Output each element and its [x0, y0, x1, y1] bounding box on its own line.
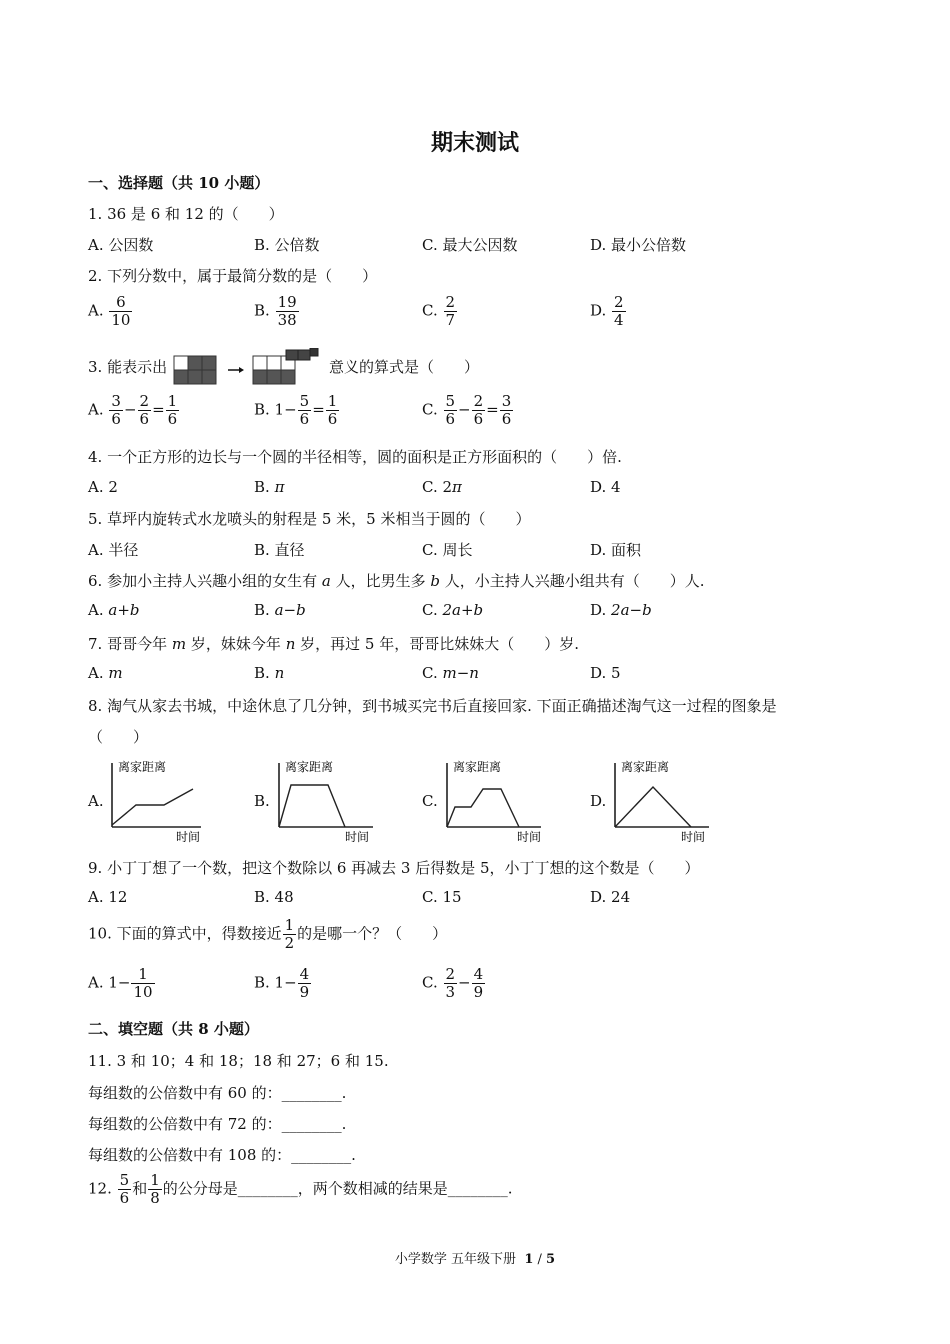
graph-option-c	[441, 755, 551, 845]
x-axis-label: 时间	[681, 830, 706, 844]
question-9-option-b: B. 48	[254, 888, 294, 906]
question-8-paren: （ ）	[88, 728, 149, 746]
question-4-option-c: C. 2π	[422, 478, 462, 496]
question-6-option-c: C. 2a+b	[422, 601, 484, 619]
question-8-stem: 8. 淘气从家去书城，中途休息了几分钟，到书城买完书后直接回家. 下面正确描述淘气这一过程的图象是	[88, 697, 777, 715]
fraction: $\frac{2}{7}$	[445, 293, 456, 329]
question-8-option-d-label: D.	[590, 792, 607, 810]
question-6-option-a: A. a+b	[88, 601, 140, 619]
question-9-option-a: A. 12	[88, 888, 128, 906]
y-axis-label: 离家距离	[118, 760, 167, 774]
question-2-option-b: B. $\frac{19}{38}$	[254, 293, 297, 329]
question-10-option-c: C. $\frac{2}{3}$ − $\frac{4}{9}$	[422, 965, 484, 1001]
question-2-stem: 2. 下列分数中，属于最简分数的是（ ）	[88, 267, 378, 285]
y-axis-label: 离家距离	[285, 760, 334, 774]
question-5-option-b: B. 直径	[254, 541, 305, 559]
question-4-stem: 4. 一个正方形的边长与一个圆的半径相等，圆的面积是正方形面积的（ ）倍.	[88, 448, 622, 466]
question-7-option-b: B. n	[254, 664, 285, 682]
question-1-option-b: B. 公倍数	[254, 236, 320, 254]
question-8-option-a-label: A.	[88, 792, 104, 810]
question-5-option-a: A. 半径	[88, 541, 139, 559]
question-7-option-d: D. 5	[590, 664, 621, 682]
page-footer: 小学数学 五年级下册 1 / 5	[394, 1252, 556, 1267]
grid-block-left	[174, 356, 216, 384]
question-3-option-b: B. 1− $\frac{5}{6}$ = $\frac{1}{6}$	[254, 392, 338, 428]
question-12-stem: 12. $\frac{5}{6}$ 和 $\frac{1}{8}$ 的公分母是________，两个数相减的结果是________.	[88, 1171, 513, 1207]
question-11-line-1: 每组数的公倍数中有 60 的：________.	[88, 1084, 347, 1102]
question-11-line-2: 每组数的公倍数中有 72 的：________.	[88, 1115, 347, 1133]
question-3-option-a: A. $\frac{3}{6}$ − $\frac{2}{6}$ = $\frac{1}{6}$	[88, 392, 178, 428]
question-9-option-d: D. 24	[590, 888, 631, 906]
question-5-option-d: D. 面积	[590, 541, 642, 559]
question-7-option-a: A. m	[88, 664, 123, 682]
question-2-option-d: D. $\frac{2}{4}$	[590, 293, 624, 329]
question-5-stem: 5. 草坪内旋转式水龙喷头的射程是 5 米，5 米相当于圆的（ ）	[88, 510, 531, 528]
question-8-option-c-label: C.	[422, 792, 438, 810]
question-10-option-b: B. 1− $\frac{4}{9}$	[254, 965, 310, 1001]
question-7-stem: 7. 哥哥今年 m 岁，妹妹今年 n 岁，再过 5 年，哥哥比妹妹大（ ）岁.	[88, 635, 579, 653]
question-1-option-c: C. 最大公因数	[422, 236, 518, 254]
question-8-option-b-label: B.	[254, 792, 270, 810]
x-axis-label: 时间	[517, 830, 542, 844]
question-4-option-a: A. 2	[88, 478, 118, 496]
graph-option-b	[273, 755, 383, 845]
question-4-option-d: D. 4	[590, 478, 621, 496]
question-9-stem: 9. 小丁丁想了一个数，把这个数除以 6 再减去 3 后得数是 5，小丁丁想的这个数是（ ）	[88, 859, 700, 877]
fraction-bar-diagram	[173, 348, 329, 388]
question-4-option-b: B. π	[254, 478, 285, 496]
arrow-icon	[228, 367, 244, 373]
x-axis-label: 时间	[345, 830, 370, 844]
question-11-stem: 11. 3 和 10；4 和 18；18 和 27；6 和 15.	[88, 1052, 389, 1070]
y-axis-label: 离家距离	[621, 760, 670, 774]
section-heading-choice: 一、选择题（共 10 小题）	[88, 174, 270, 192]
question-10-option-a: A. 1− $\frac{1}{10}$	[88, 965, 153, 1001]
question-1-option-a: A. 公因数	[88, 236, 154, 254]
question-3-option-c: C. $\frac{5}{6}$ − $\frac{2}{6}$ = $\frac{3}{6}$	[422, 392, 512, 428]
page-total: 5	[546, 1252, 556, 1267]
question-5-option-c: C. 周长	[422, 541, 473, 559]
grid-block-right	[253, 348, 318, 384]
fraction: $\frac{19}{38}$	[277, 293, 297, 329]
question-2-option-c: C. $\frac{2}{7}$	[422, 293, 456, 329]
question-1-option-d: D. 最小公倍数	[590, 236, 687, 254]
question-6-option-d: D. 2a−b	[590, 601, 652, 619]
question-3-stem-pre: 3. 能表示出	[88, 358, 168, 376]
graph-option-d	[609, 755, 719, 845]
question-6-stem: 6. 参加小主持人兴趣小组的女生有 a 人，比男生多 b 人，小主持人兴趣小组共有（ ）人.	[88, 572, 705, 590]
page-number: 1	[524, 1252, 534, 1267]
graph-option-a	[106, 755, 206, 845]
question-7-option-c: C. m−n	[422, 664, 479, 682]
question-9-option-c: C. 15	[422, 888, 462, 906]
question-11-line-3: 每组数的公倍数中有 108 的：________.	[88, 1146, 356, 1164]
fraction: $\frac{6}{10}$	[111, 293, 131, 329]
y-axis-label: 离家距离	[453, 760, 502, 774]
fraction: $\frac{2}{4}$	[614, 293, 624, 329]
question-3-stem-post: 意义的算式是（ ）	[329, 358, 480, 376]
question-10-stem: 10. 下面的算式中，得数接近 $\frac{1}{2}$ 的是哪一个？（ ）	[88, 916, 448, 952]
question-6-option-b: B. a−b	[254, 601, 306, 619]
section-heading-fill: 二、填空题（共 8 小题）	[88, 1020, 259, 1038]
x-axis-label: 时间	[176, 830, 201, 844]
question-1-stem: 1. 36 是 6 和 12 的（ ）	[88, 205, 284, 223]
page-title: 期末测试	[430, 130, 519, 156]
question-2-option-a: A. $\frac{6}{10}$	[88, 293, 131, 329]
